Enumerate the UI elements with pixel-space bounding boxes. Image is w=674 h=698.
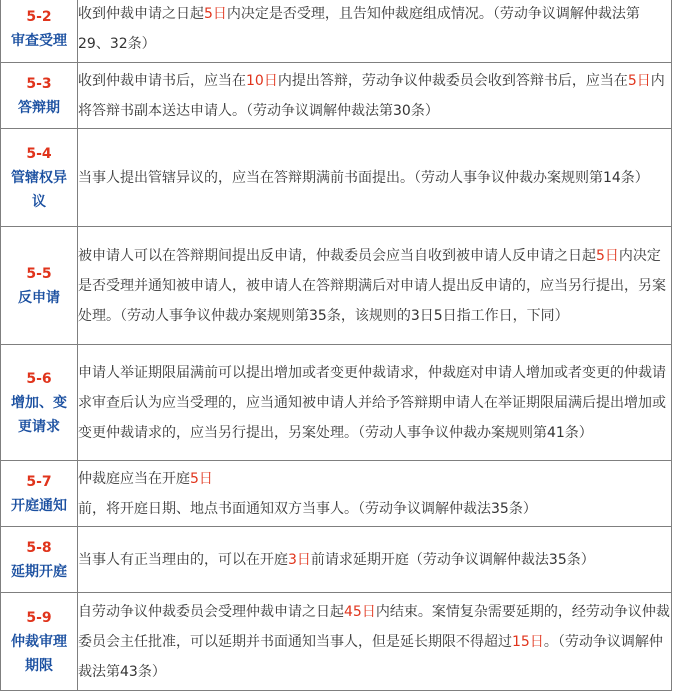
step-number: 5-5 bbox=[26, 265, 52, 282]
step-cell bbox=[1, 345, 78, 461]
table-row bbox=[1, 0, 672, 63]
table-row bbox=[1, 227, 672, 345]
step-label: 反申请 bbox=[18, 289, 60, 306]
description-text: 当事人提出管辖异议的，应当在答辩期满前书面提出。（劳动人事争议仲裁办案规则第14条） bbox=[78, 169, 649, 186]
description-text: 自劳动争议仲裁委员会受理仲裁申请之日起 bbox=[78, 603, 344, 620]
step-number: 5-8 bbox=[26, 539, 52, 556]
step-number: 5-2 bbox=[26, 8, 52, 25]
deadline-highlight: 15日 bbox=[512, 633, 544, 650]
description-text: 收到仲裁申请之日起 bbox=[78, 5, 204, 22]
step-cell bbox=[1, 129, 78, 227]
procedure-table-body bbox=[1, 0, 672, 691]
step-label: 答辩期 bbox=[18, 99, 60, 116]
step-cell bbox=[1, 527, 78, 593]
table-row bbox=[1, 129, 672, 227]
step-number: 5-3 bbox=[26, 75, 52, 92]
step-description bbox=[78, 227, 672, 345]
deadline-highlight: 5日 bbox=[596, 247, 619, 264]
step-cell bbox=[1, 227, 78, 345]
description-text: 。（劳动争议调解仲裁法第43条） bbox=[78, 633, 663, 680]
step-number: 5-7 bbox=[26, 473, 52, 490]
deadline-highlight: 3日 bbox=[288, 551, 311, 568]
table-row bbox=[1, 527, 672, 593]
step-number: 5-6 bbox=[26, 370, 52, 387]
description-text: 内将答辩书副本送达申请人。（劳动争议调解仲裁法第30条） bbox=[78, 72, 665, 119]
step-description bbox=[78, 63, 672, 129]
step-label: 仲裁审理期限 bbox=[11, 633, 67, 674]
deadline-highlight: 5日 bbox=[627, 72, 651, 89]
description-text: 当事人有正当理由的，可以在开庭 bbox=[78, 551, 288, 568]
step-label: 延期开庭 bbox=[11, 563, 67, 580]
table-row bbox=[1, 593, 672, 691]
step-cell bbox=[1, 0, 78, 63]
step-description bbox=[78, 527, 672, 593]
step-label: 开庭通知 bbox=[11, 497, 67, 514]
step-description bbox=[78, 461, 672, 527]
deadline-highlight: 10日 bbox=[246, 72, 278, 89]
description-text: 内决定是否受理，且告知仲裁庭组成情况。（劳动争议调解仲裁法第29、32条） bbox=[78, 5, 640, 52]
table-row bbox=[1, 345, 672, 461]
step-cell bbox=[1, 63, 78, 129]
description-text: 前请求延期开庭（劳动争议调解仲裁法35条） bbox=[310, 551, 595, 568]
step-description bbox=[78, 129, 672, 227]
step-cell bbox=[1, 461, 78, 527]
step-description bbox=[78, 593, 672, 691]
description-text: 收到仲裁申请书后，应当在 bbox=[78, 72, 246, 89]
table-row bbox=[1, 63, 672, 129]
description-text: 内决定是否受理并通知被申请人，被申请人在答辩期满后对申请人提出反申请的，应当另行提出，另案处理。（劳动人事争议仲裁办案规则第35条，该规则的3日5日指工作日，下同） bbox=[78, 247, 666, 324]
deadline-highlight: 5日 bbox=[204, 5, 227, 22]
description-text: 内提出答辩，劳动争议仲裁委员会收到答辩书后，应当在 bbox=[277, 72, 628, 89]
description-text: 被申请人可以在答辩期间提出反申请，仲裁委员会应当自收到被申请人反申请之日起 bbox=[78, 247, 596, 264]
description-text: 前，将开庭日期、地点书面通知双方当事人。（劳动争议调解仲裁法35条） bbox=[78, 500, 537, 517]
table-row bbox=[1, 461, 672, 527]
description-text: 申请人举证期限届满前可以提出增加或者变更仲裁请求，仲裁庭对申请人增加或者变更的仲裁请求审查后认为应当受理的，应当通知被申请人并给予答辩期申请人在举证期限届满后提出增加或变更仲裁请求的，应当另行提出，另案处理。（劳动人事争议仲裁办案规则第41条） bbox=[78, 364, 666, 441]
description-text: 内结束。案情复杂需要延期的，经劳动争议仲裁委员会主任批准，可以延期并书面通知当事人，但是延长期限不得超过 bbox=[78, 603, 670, 650]
step-number: 5-9 bbox=[26, 609, 52, 626]
step-description bbox=[78, 345, 672, 461]
step-label: 审查受理 bbox=[11, 32, 67, 49]
step-cell bbox=[1, 593, 78, 691]
step-label: 增加、变更请求 bbox=[11, 394, 67, 435]
deadline-highlight: 5日 bbox=[190, 470, 213, 487]
deadline-highlight: 45日 bbox=[344, 603, 376, 620]
step-description bbox=[78, 0, 672, 63]
description-text: 仲裁庭应当在开庭 bbox=[78, 470, 190, 487]
step-label: 管辖权异议 bbox=[11, 169, 67, 210]
step-number: 5-4 bbox=[26, 145, 52, 162]
